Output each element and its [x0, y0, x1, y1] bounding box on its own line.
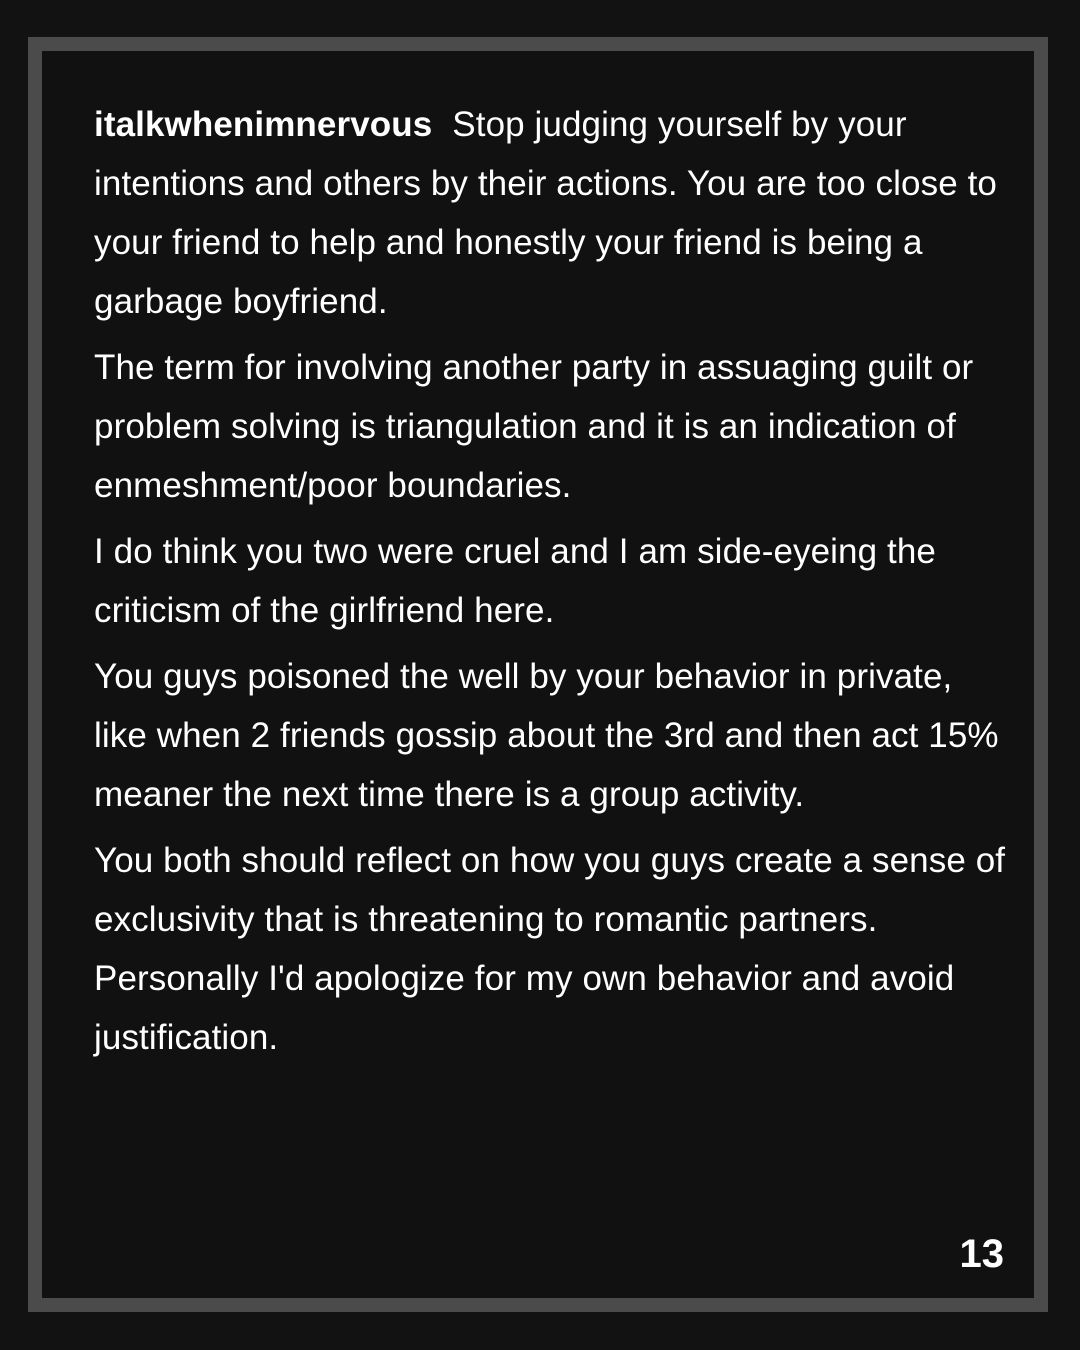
comment-paragraph — [94, 95, 1014, 331]
comment-text: Stop judging yourself by your intentions and others by their actions. You are too close to your friend to help and honestly your friend is being a garbage boyfriend. — [94, 105, 997, 321]
comment-paragraph: I do think you two were cruel and I am side-eyeing the criticism of the girlfriend here. — [94, 532, 936, 630]
comment-paragraph: You guys poisoned the well by your behavior in private, like when 2 friends gossip about the 3rd and then act 15% meaner the next time there is a group activity. — [94, 657, 999, 814]
page-number: 13 — [959, 1232, 1004, 1276]
comment-username[interactable]: italkwhenimnervous — [94, 105, 433, 144]
comment-paragraph: You both should reflect on how you guys create a sense of exclusivity that is threatening to romantic partners. Personally I'd apologize for my own behavior and avoid justification. — [94, 841, 1015, 1057]
comment-body — [94, 95, 1014, 1074]
comment-card — [28, 37, 1048, 1312]
comment-paragraph: The term for involving another party in assuaging guilt or problem solving is triangulation and it is an indication of enmeshment/poor boundaries. — [94, 348, 974, 505]
